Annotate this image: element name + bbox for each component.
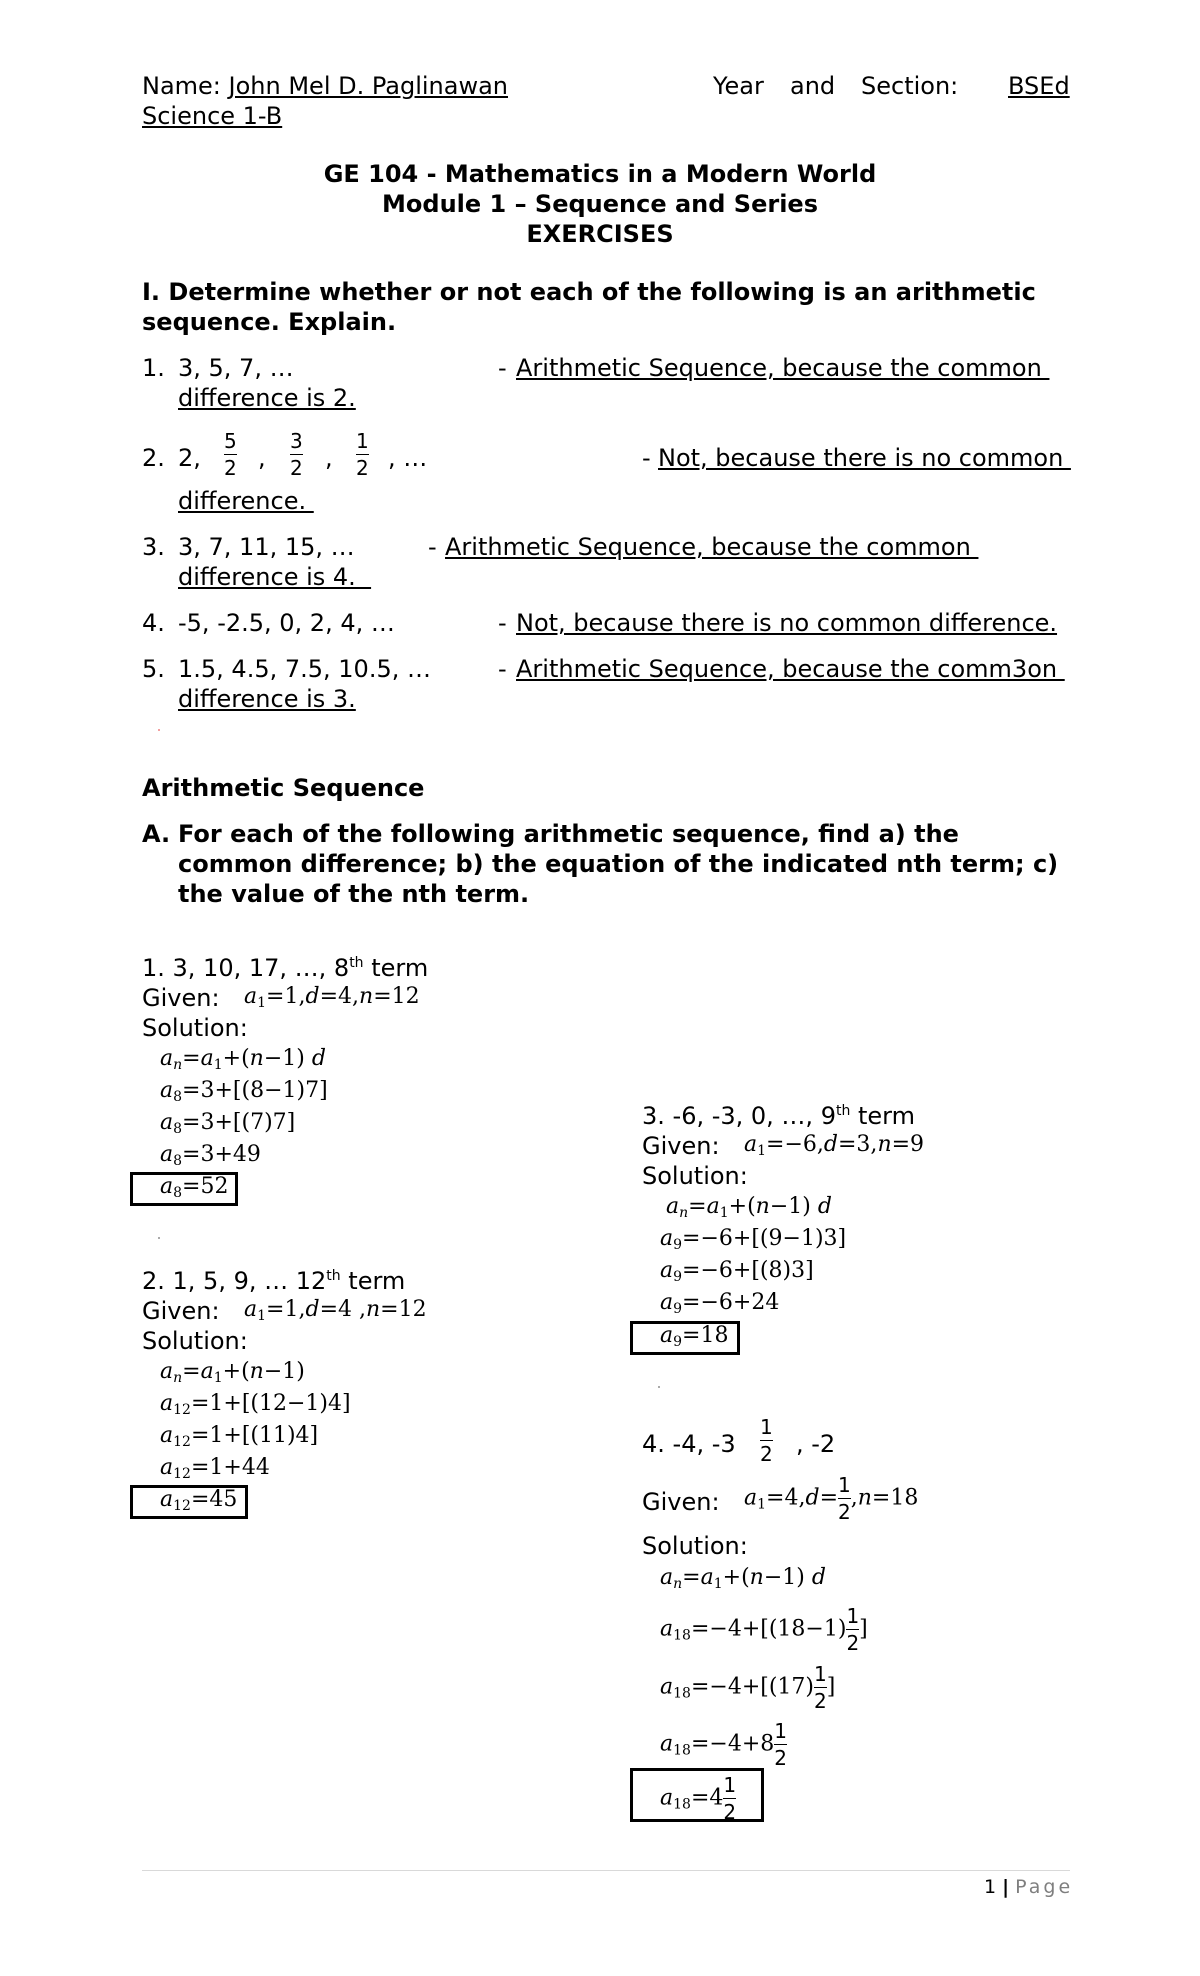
item-2-answer-cont: difference.: [178, 487, 314, 515]
problem-4-step-3: $a_{18}=-4+[(17)$ $\frac{1}{2}$ ]: [660, 1662, 836, 1713]
and-label: and: [790, 72, 836, 100]
problem-3-title-end: term: [850, 1102, 915, 1130]
item-4-number: 4.: [142, 609, 165, 637]
item-5-dash: -: [498, 655, 507, 683]
footer-divider: [142, 1870, 1070, 1871]
item-2-fraction-1: [224, 428, 237, 481]
item-4-answer: Not, because there is no common difference.: [516, 609, 1058, 637]
part1-heading: I. Determine whether or not each of the following is an arithmetic: [142, 278, 1036, 306]
fraction-numerator: 1: [760, 1415, 773, 1439]
page-word: Page: [1015, 1876, 1074, 1898]
instruction-line-2: common difference; b) the equation of the indicated nth term; c): [178, 850, 1059, 878]
fraction-denominator: 2: [356, 456, 369, 480]
item-1-dash: -: [498, 354, 507, 382]
fraction-denominator: 2: [290, 456, 303, 480]
problem-3-given-values: $a_1=-6,d=3,n=9$: [744, 1132, 925, 1159]
name-label: Name:: [142, 72, 221, 100]
page-separator: |: [1002, 1876, 1010, 1898]
problem-1-title-end: term: [363, 954, 429, 982]
problem-1-solution-label: Solution:: [142, 1014, 248, 1042]
page-number: 1: [984, 1876, 997, 1898]
item-2-fraction-2: [290, 428, 303, 481]
item-5-sequence: 1.5, 4.5, 7.5, 10.5, …: [178, 655, 431, 683]
problem-2-given-values: $a_1=1,d=4$ ,n=12: [244, 1297, 427, 1324]
fraction-numerator: 3: [290, 429, 303, 453]
problem-2-step-1: $a_n=a_1+(n-1)$: [160, 1359, 305, 1386]
name-line: [142, 72, 508, 100]
problem-3-step-1: $a_n=a_1+(n-1)$ d: [666, 1194, 832, 1221]
problem-3-step-4: $a_9=-6+24$: [660, 1290, 780, 1317]
item-1-number: 1.: [142, 354, 165, 382]
problem-4-solution-label: Solution:: [642, 1532, 748, 1560]
problem-3-given-label: Given:: [642, 1132, 720, 1160]
problem-4-step-2: $a_{18}=-4+[(18-1)$ $\frac{1}{2}$ ]: [660, 1604, 868, 1655]
instruction-line-3: the value of the nth term.: [178, 880, 530, 908]
fraction-numerator: 5: [224, 429, 237, 453]
problem-2-step-4: $a_{12}=1+44$: [160, 1455, 270, 1482]
course-title: GE 104 - Mathematics in a Modern World: [323, 160, 877, 188]
problem-2-title-end: term: [340, 1267, 406, 1295]
year-label: Year: [713, 72, 764, 100]
item-3-dash: -: [428, 533, 437, 561]
problem-1-title: [142, 954, 428, 982]
ordinal-suffix: th: [835, 1103, 851, 1119]
student-name: John Mel D. Paglinawan: [228, 72, 508, 100]
item-5-answer-cont: difference is 3.: [178, 685, 356, 713]
instruction-letter: A.: [142, 820, 171, 848]
item-1-answer-cont: difference is 2.: [178, 384, 356, 412]
item-5-answer: Arithmetic Sequence, because the comm3on: [516, 655, 1065, 683]
problem-4-answer: $a_{18}=4$ $\frac{1}{2}$: [660, 1773, 737, 1824]
problem-1-given-values: $a_1=1,d=4,n=12$: [244, 984, 420, 1011]
problem-3-step-2: $a_9=-6+[(9-1)3]$: [660, 1226, 847, 1253]
item-2-comma: ,: [325, 444, 333, 472]
instruction-line-1: For each of the following arithmetic sequence, find a) the: [178, 820, 959, 848]
problem-1-step-2: $a_8=3+[(8-1)7]$: [160, 1078, 328, 1105]
problem-1-step-1: $a_n=a_1+(n-1)$ d: [160, 1046, 326, 1073]
problem-4-title-end: , -2: [796, 1430, 836, 1458]
item-4-dash: -: [498, 609, 507, 637]
item-3-answer-cont: difference is 4.: [178, 563, 372, 591]
problem-1-step-3: $a_8=3+[(7)7]$: [160, 1110, 296, 1137]
item-2-dash: -: [642, 444, 651, 472]
exercises-title: EXERCISES: [526, 220, 674, 248]
problem-1-answer: $a_8=52$: [160, 1174, 229, 1201]
section-value-cont: Science 1-B: [142, 102, 283, 130]
problem-2-answer: $a_{12}=45$: [160, 1487, 238, 1514]
problem-4-title: 4. -4, -3: [642, 1430, 736, 1458]
problem-3-answer: $a_9=18$: [660, 1323, 729, 1350]
page-footer: [984, 1876, 1073, 1898]
module-title: Module 1 – Sequence and Series: [382, 190, 818, 218]
fraction-denominator: 2: [760, 1442, 773, 1466]
item-3-sequence: 3, 7, 11, 15, …: [178, 533, 355, 561]
stray-mark: [658, 1386, 660, 1388]
problem-1-step-4: $a_8=3+49$: [160, 1142, 261, 1169]
item-1-sequence: 3, 5, 7, …: [178, 354, 294, 382]
item-5-number: 5.: [142, 655, 165, 683]
problem-1-title-text: 1. 3, 10, 17, …, 8: [142, 954, 350, 982]
section-value: BSEd: [1008, 72, 1070, 100]
item-3-answer: Arithmetic Sequence, because the common: [445, 533, 979, 561]
problem-2-given-label: Given:: [142, 1297, 220, 1325]
section-label: Section:: [861, 72, 959, 100]
problem-4-step-4: $a_{18}=-4+8$ $\frac{1}{2}$: [660, 1719, 787, 1770]
ordinal-suffix: th: [326, 1268, 341, 1284]
problem-2-title: [142, 1267, 405, 1295]
problem-3-title: [642, 1102, 915, 1130]
item-2-answer: Not, because there is no common: [658, 444, 1071, 472]
stray-mark: [158, 729, 160, 731]
stray-mark: [158, 1237, 160, 1239]
item-2-fraction-3: [356, 428, 369, 481]
problem-2-step-2: $a_{12}=1+[(12-1)4]$: [160, 1391, 351, 1418]
item-2-comma: ,: [258, 444, 266, 472]
item-1-answer: Arithmetic Sequence, because the common: [516, 354, 1050, 382]
item-4-sequence: -5, -2.5, 0, 2, 4, …: [178, 609, 395, 637]
problem-4-given-label: Given:: [642, 1488, 720, 1516]
problem-2-solution-label: Solution:: [142, 1327, 248, 1355]
fraction-denominator: 2: [224, 456, 237, 480]
fraction-numerator: 1: [356, 429, 369, 453]
problem-1-given-label: Given:: [142, 984, 220, 1012]
arithmetic-sequence-heading: Arithmetic Sequence: [142, 774, 425, 802]
part1-heading-cont: sequence. Explain.: [142, 308, 397, 336]
problem-2-step-3: $a_{12}=1+[(11)4]$: [160, 1423, 319, 1450]
item-2-sequence-end: , …: [388, 444, 428, 472]
problem-3-step-3: $a_9=-6+[(8)3]$: [660, 1258, 814, 1285]
problem-3-solution-label: Solution:: [642, 1162, 748, 1190]
problem-2-title-text: 2. 1, 5, 9, … 12: [142, 1267, 327, 1295]
problem-3-title-text: 3. -6, -3, 0, …, 9: [642, 1102, 836, 1130]
problem-4-step-1: $a_n=a_1+(n-1)$ d: [660, 1565, 826, 1592]
item-2-number: 2.: [142, 444, 165, 472]
item-2-sequence-start: 2,: [178, 444, 201, 472]
problem-4-title-fraction: [760, 1414, 773, 1467]
ordinal-suffix: th: [349, 955, 364, 971]
problem-4-given-values: $a_1=4,d=$ $\frac{1}{2}$ ,n=18: [744, 1473, 919, 1524]
item-3-number: 3.: [142, 533, 165, 561]
